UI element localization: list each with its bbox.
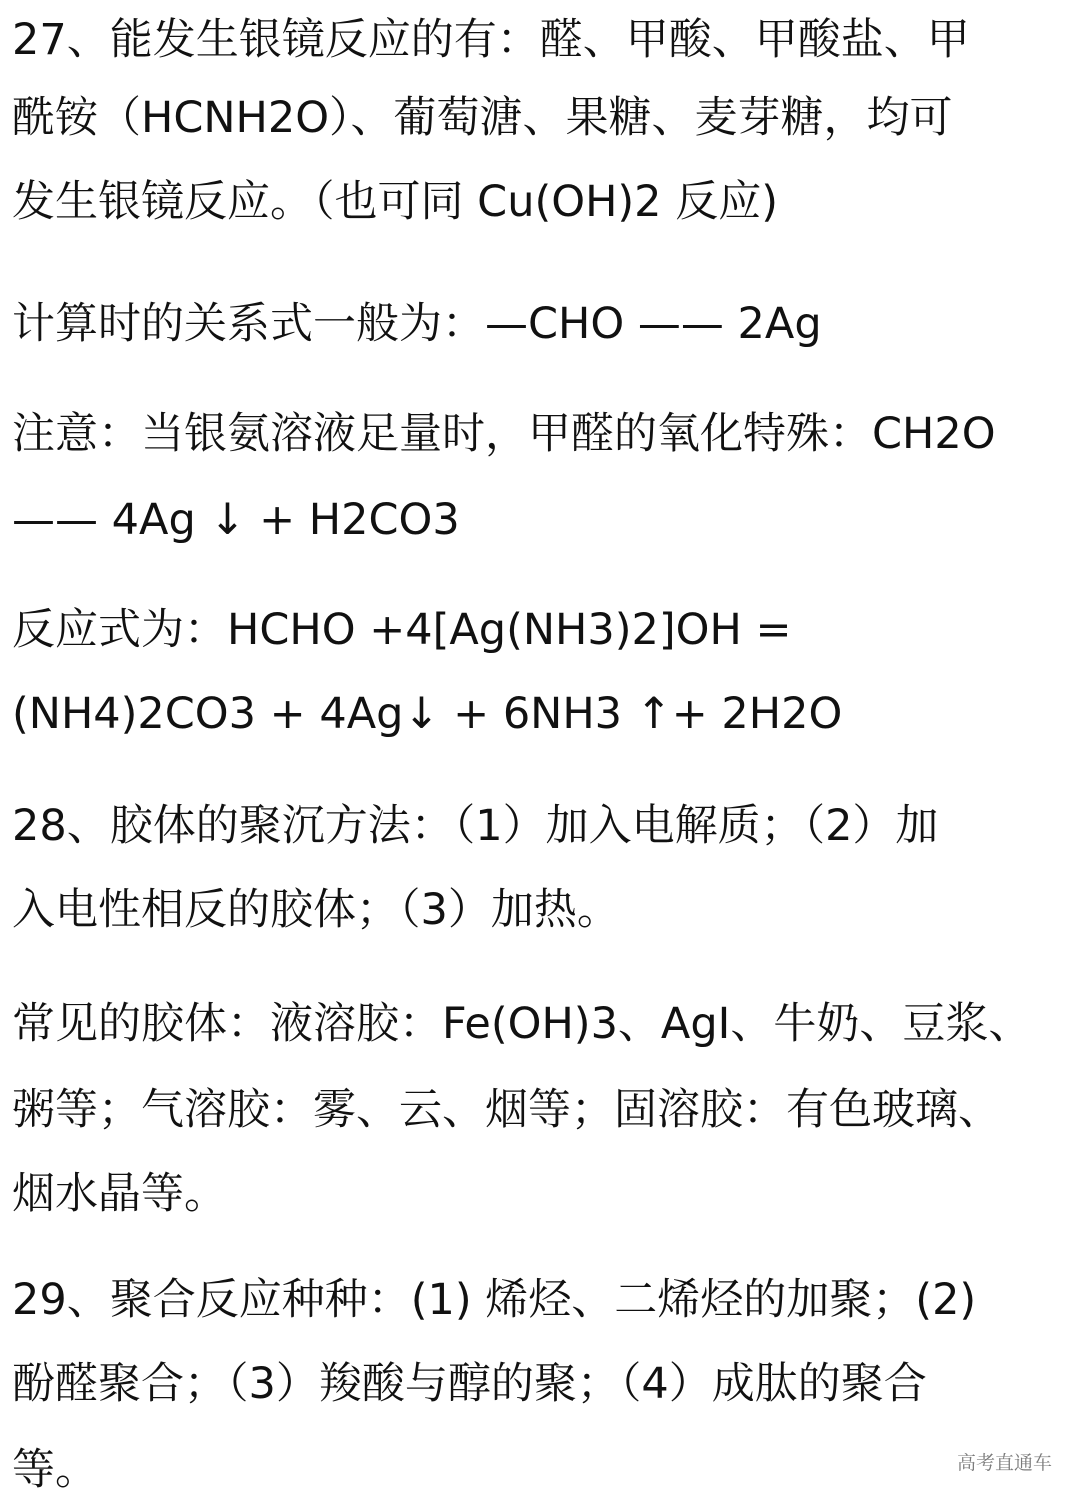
paragraph-p29-line: 29、聚合反应种种：(1) 烯烃、二烯烃的加聚；(2) — [12, 1275, 977, 1325]
paragraph-reaction-line: (NH4)2CO3 + 4Ag↓ + 6NH3 ↑+ 2H2O — [12, 689, 843, 739]
paragraph-colloids-line: 烟水晶等。 — [12, 1169, 227, 1219]
paragraph-p28-line: 入电性相反的胶体；（3）加热。 — [12, 885, 620, 935]
paragraph-calc-line: 计算时的关系式一般为：—CHO —— 2Ag — [12, 299, 822, 349]
paragraph-reaction-line: 反应式为：HCHO +4[Ag(NH3)2]OH = — [12, 605, 792, 655]
paragraph-p28-line: 28、胶体的聚沉方法：（1）加入电解质；（2）加 — [12, 801, 939, 851]
paragraph-p29-line: 酚醛聚合；（3）羧酸与醇的聚；（4）成肽的聚合 — [12, 1359, 927, 1409]
paragraph-note-line: 注意：当银氨溶液足量时，甲醛的氧化特殊：CH2O — [12, 409, 996, 459]
paragraph-note-line: —— 4Ag ↓ + H2CO3 — [12, 495, 460, 545]
paragraph-p27-line: 发生银镜反应。（也可同 Cu(OH)2 反应) — [12, 177, 778, 227]
paragraph-colloids-line: 粥等；气溶胶：雾、云、烟等；固溶胶：有色玻璃、 — [12, 1085, 1001, 1135]
paragraph-p27-line: 27、能发生银镜反应的有：醛、甲酸、甲酸盐、甲 — [12, 15, 970, 65]
paragraph-p29-line: 等。 — [12, 1445, 98, 1495]
paragraph-colloids-line: 常见的胶体：液溶胶：Fe(OH)3、AgI、牛奶、豆浆、 — [12, 999, 1032, 1049]
watermark: 高考直通车 — [956, 1452, 1052, 1474]
paragraph-p27-line: 酰铵（HCNH2O）、葡萄溏、果糖、麦芽糖，均可 — [12, 93, 953, 143]
